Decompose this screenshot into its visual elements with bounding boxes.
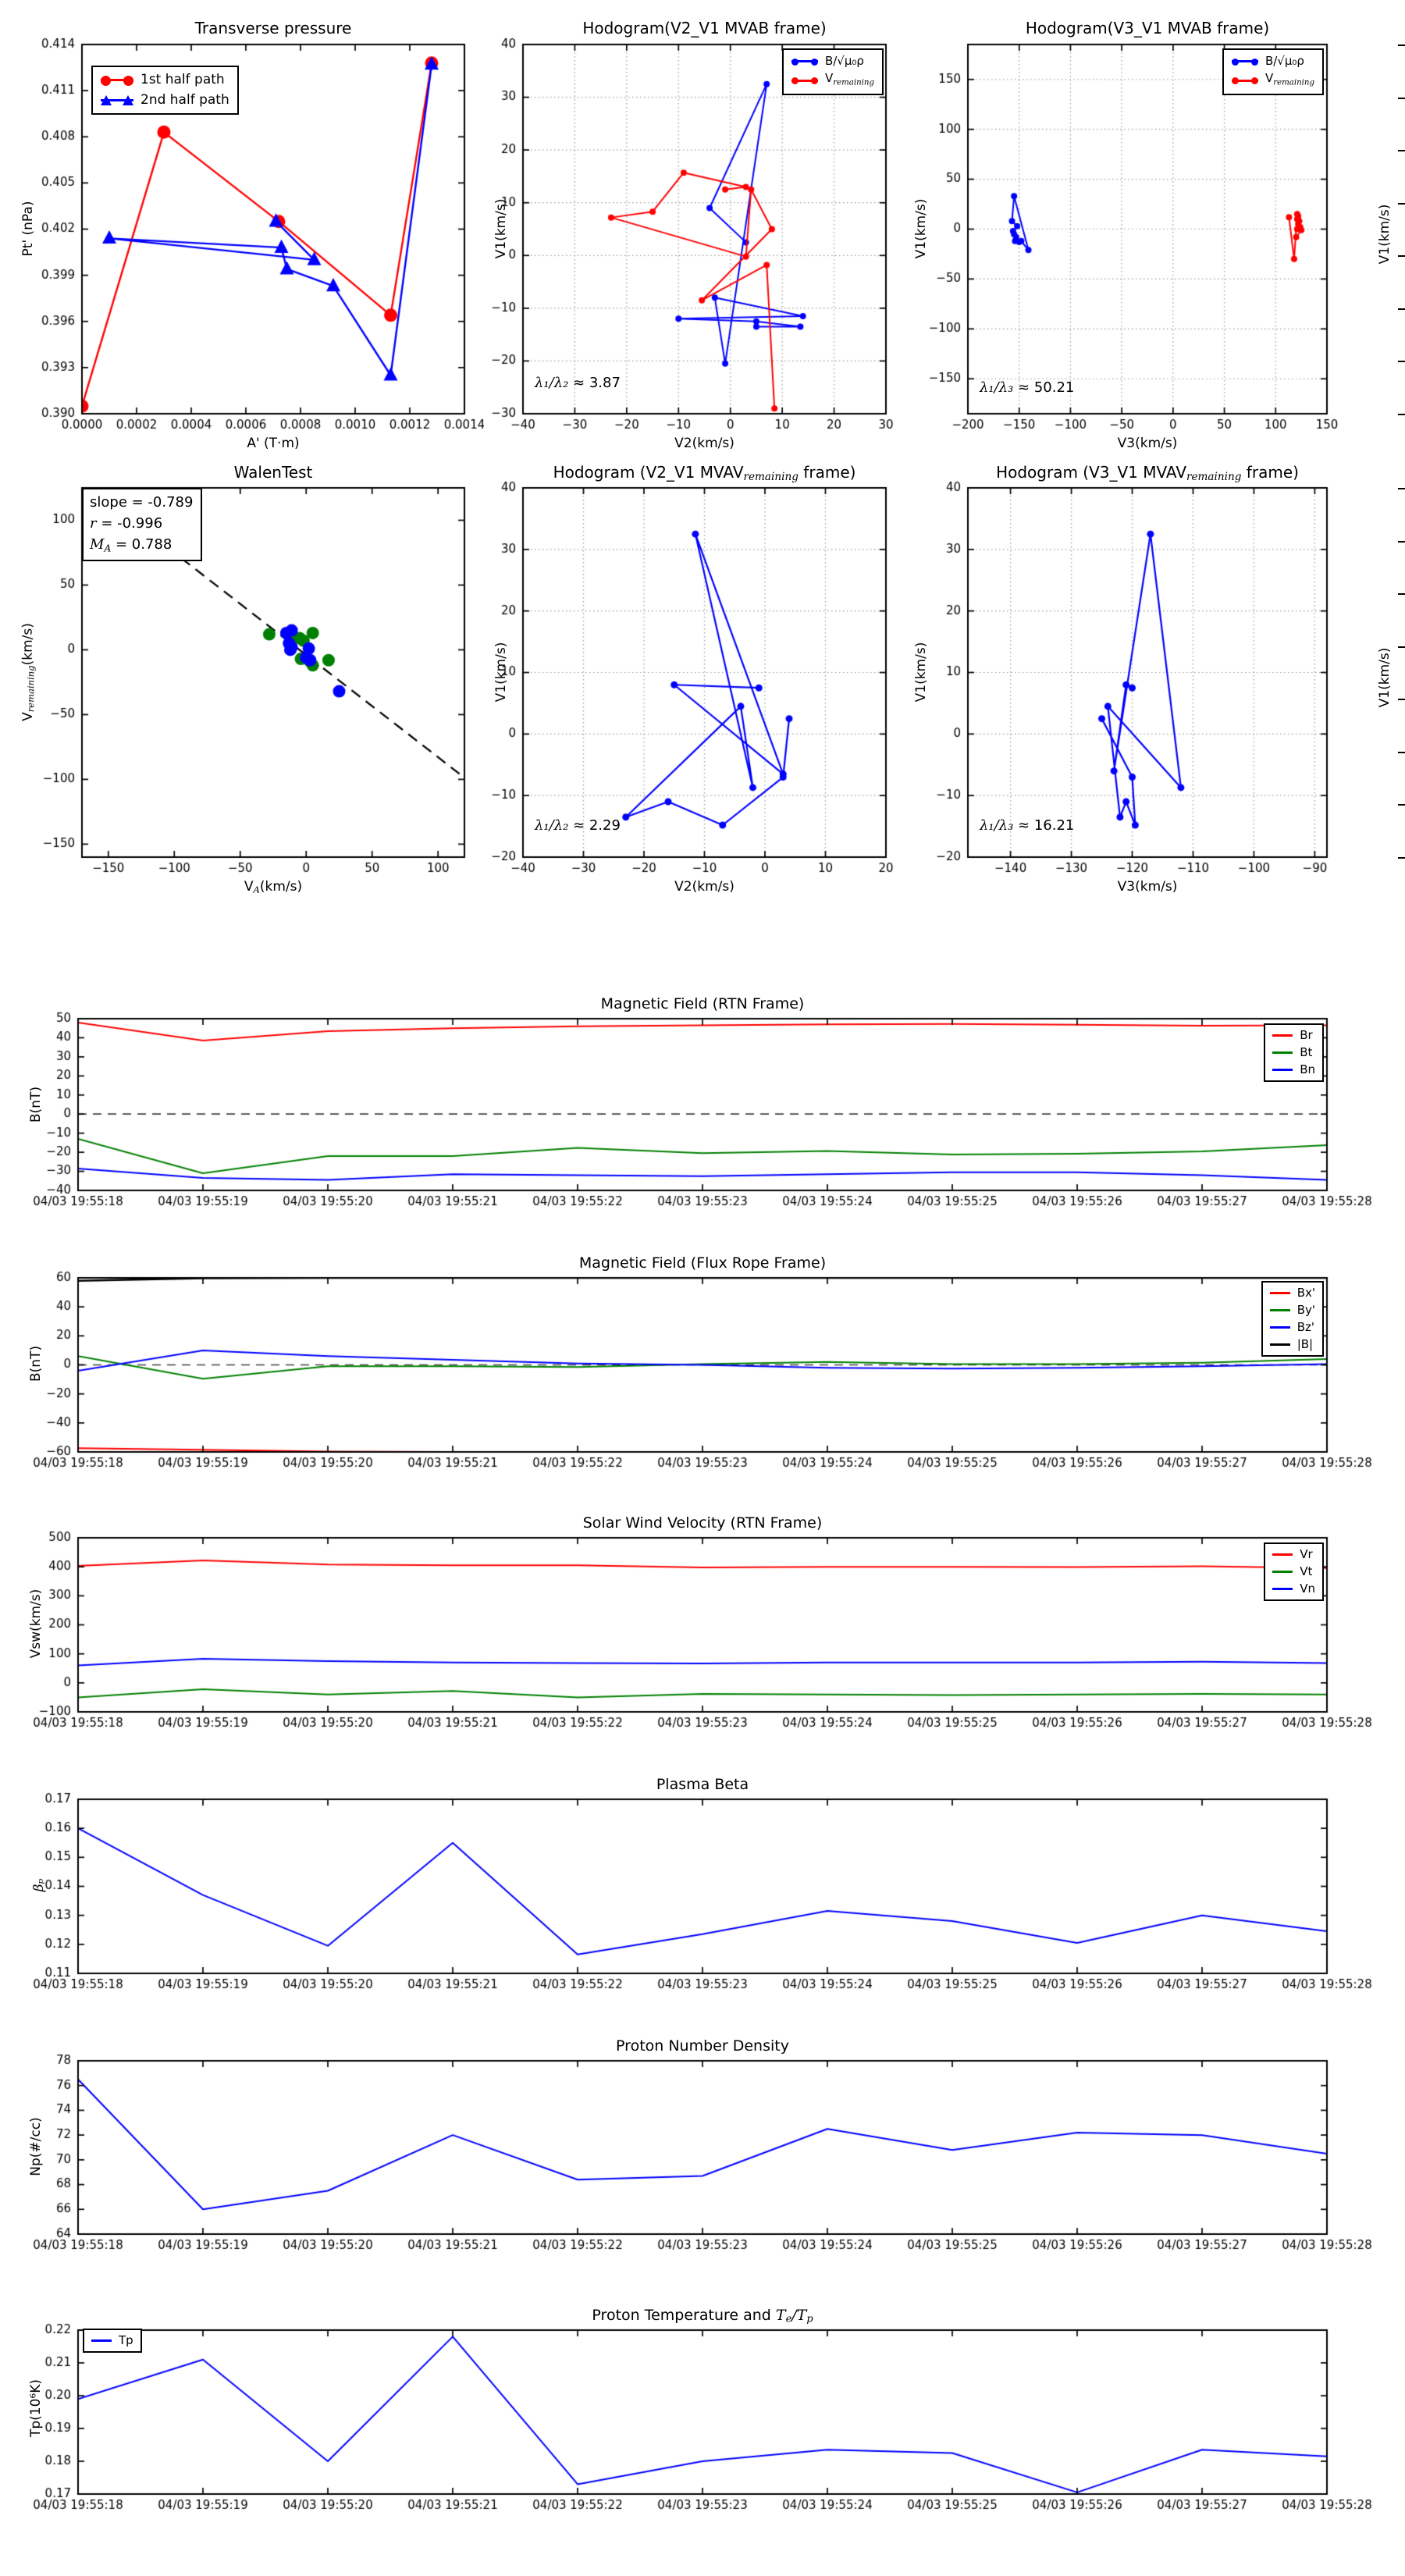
plot-title: Proton Temperature and Te/Tp [592, 2307, 813, 2325]
legend-label: Br [1300, 1028, 1313, 1042]
legend-row [791, 71, 874, 90]
plot-canvas [905, 457, 1374, 909]
line-icon [1270, 1304, 1290, 1316]
x-axis-label [82, 436, 464, 451]
legend-label: $V_{remaining}$ [1264, 71, 1314, 87]
plot-canvas [16, 8, 484, 457]
proton-temperature-panel [16, 2299, 1389, 2533]
xlabel-text: V2(km/s) [674, 436, 735, 451]
title-text: Magnetic Field (Flux Rope Frame) [578, 1254, 827, 1272]
lambda-annotation: λ₁/λ₂ ≈ 3.87 [535, 375, 621, 391]
magnetic-field-flux-rope-panel [16, 1247, 1389, 1481]
xlabel-text: V3(km/s) [1117, 879, 1178, 895]
lambda-annotation: λ₁/λ₂ ≈ 2.29 [535, 817, 621, 834]
cropped-tick-mark [1398, 203, 1405, 205]
ylabel-text: V1(km/s) [913, 642, 929, 703]
plot-title [82, 19, 464, 37]
plot-title [78, 1254, 1327, 1272]
legend-row [791, 54, 874, 69]
legend-label: B/√μ₀ρ [1264, 54, 1304, 68]
cropped-tick-mark [1398, 699, 1405, 700]
plot-canvas [16, 2299, 1389, 2533]
y-axis-label [28, 2117, 44, 2176]
legend-row [1270, 1286, 1315, 1300]
circle-line-icon [1232, 75, 1258, 87]
ylabel-text: V1(km/s) [493, 198, 509, 259]
hodogram-v3v1-mvab-plot [905, 8, 1374, 457]
ylabel-text: B(nT) [28, 1345, 44, 1382]
cropped-tick-mark [1398, 541, 1405, 543]
x-axis-label: VA(km/s) [244, 879, 303, 895]
ma-value: MA = 0.788 [90, 536, 173, 554]
plot-canvas [16, 1768, 1389, 2002]
cropped-y-axis-label: V1(km/s) [1377, 647, 1393, 708]
triangle-line-icon [101, 94, 133, 106]
plot-canvas [16, 2030, 1389, 2264]
ylabel-text: B(nT) [28, 1086, 44, 1123]
cropped-tick-mark [1398, 414, 1405, 415]
cropped-tick-mark [1398, 752, 1405, 753]
plot-title: Hodogram (V3_V1 MVAVremaining frame) [996, 463, 1299, 483]
ylabel-text: Vsw(km/s) [28, 1589, 44, 1659]
title-text: Plasma Beta [656, 1776, 749, 1793]
title-text: Transverse pressure [194, 19, 352, 37]
legend-label: B/√μ₀ρ [824, 54, 864, 68]
cropped-tick-mark [1398, 44, 1405, 46]
legend [782, 48, 884, 95]
legend-label: Bt [1300, 1045, 1313, 1059]
legend [1264, 1023, 1324, 1082]
legend-label: Vr [1300, 1547, 1313, 1561]
line-icon [1270, 1339, 1290, 1350]
cropped-tick-mark [1398, 361, 1405, 362]
ylabel-text: V1(km/s) [913, 198, 929, 259]
legend-label: Bx' [1297, 1286, 1315, 1300]
legend-row [1272, 1062, 1315, 1077]
line-icon [1272, 1583, 1293, 1595]
legend-label: 2nd half path [140, 92, 229, 108]
magnetic-field-rtn-panel [16, 987, 1389, 1222]
xlabel-text: A' (T·m) [247, 436, 300, 451]
legend-label: Bz' [1297, 1320, 1314, 1334]
legend-row [1270, 1337, 1315, 1352]
legend-row [1232, 71, 1314, 90]
line-icon [91, 2335, 112, 2347]
cropped-tick-mark [1398, 593, 1405, 595]
title-text: Hodogram(V2_V1 MVAB frame) [582, 19, 827, 37]
x-axis-label [523, 436, 886, 451]
r-value: r = -0.996 [90, 515, 163, 532]
circle-line-icon [101, 74, 133, 86]
circle-line-icon [791, 55, 818, 67]
ylabel-text: Np(#/cc) [28, 2117, 44, 2176]
legend [83, 2329, 142, 2353]
title-text: Proton Number Density [616, 2037, 789, 2055]
legend-row [1270, 1303, 1315, 1318]
legend-row [101, 91, 229, 109]
legend-row [1272, 1045, 1315, 1060]
plot-title: Hodogram (V2_V1 MVAVremaining frame) [553, 463, 856, 483]
legend-label: By' [1297, 1303, 1315, 1317]
legend-row [101, 71, 229, 89]
x-axis-label [523, 879, 886, 895]
legend [91, 66, 239, 115]
plot-canvas [16, 1247, 1389, 1481]
legend-label: Vt [1300, 1564, 1313, 1578]
y-axis-label [31, 1879, 47, 1892]
plot-title [523, 19, 886, 37]
title-text: WalenTest [233, 463, 313, 482]
cropped-tick-mark [1398, 857, 1405, 859]
cropped-tick-mark [1398, 308, 1405, 310]
legend-label: $V_{remaining}$ [824, 71, 874, 87]
y-axis-label [913, 642, 929, 703]
circle-line-icon [1232, 55, 1258, 67]
plot-canvas [492, 457, 898, 909]
y-axis-label [28, 1346, 44, 1382]
y-axis-label [493, 199, 509, 259]
legend-label: Vn [1300, 1582, 1315, 1596]
legend-label: Tp [119, 2333, 133, 2347]
plot-title [78, 1514, 1327, 1532]
cropped-tick-mark [1398, 255, 1405, 257]
proton-number-density-panel [16, 2030, 1389, 2264]
lambda-annotation: λ₁/λ₃ ≈ 50.21 [980, 379, 1075, 396]
line-icon [1272, 1047, 1293, 1059]
circle-line-icon [791, 75, 818, 87]
transverse-pressure-plot [16, 8, 484, 457]
legend-row [91, 2333, 133, 2348]
line-icon [1270, 1287, 1290, 1299]
legend-row [1232, 54, 1314, 69]
y-axis-label [913, 199, 929, 259]
legend-row [1270, 1320, 1315, 1335]
hodogram-v2v1-mvav-plot [492, 457, 898, 909]
plot-title [78, 2037, 1327, 2055]
legend-row [1272, 1547, 1315, 1562]
hodogram-v2v1-mvab-plot [492, 8, 898, 457]
y-axis-label [20, 201, 36, 257]
y-axis-label [28, 2379, 44, 2437]
hodogram-v3v1-mvav-plot [905, 457, 1374, 909]
xlabel-text: V2(km/s) [674, 879, 735, 895]
ylabel-text: V1(km/s) [493, 642, 509, 703]
ylabel-text: Pt' (nPa) [20, 201, 36, 257]
cropped-tick-mark [1398, 488, 1405, 489]
y-axis-label: Vremaining(km/s) [20, 623, 37, 721]
ylabel-text: βₚ [31, 1878, 47, 1892]
lambda-annotation: λ₁/λ₃ ≈ 16.21 [980, 817, 1075, 834]
y-axis-label [493, 642, 509, 703]
plot-canvas [16, 987, 1389, 1222]
legend [1222, 48, 1324, 95]
plot-title [78, 1776, 1327, 1793]
line-icon [1272, 1064, 1293, 1076]
title-text: Solar Wind Velocity (RTN Frame) [582, 1514, 823, 1532]
legend-label: Bn [1300, 1062, 1315, 1076]
cropped-tick-mark [1398, 646, 1405, 648]
slope-value: slope = -0.789 [90, 494, 194, 511]
plasma-beta-panel [16, 1768, 1389, 2002]
legend-row [1272, 1582, 1315, 1596]
legend [1261, 1281, 1324, 1357]
line-icon [1270, 1322, 1290, 1333]
plot-canvas [16, 1507, 1389, 1741]
cropped-tick-mark [1398, 150, 1405, 151]
title-text: Magnetic Field (RTN Frame) [600, 995, 805, 1012]
legend-row [1272, 1564, 1315, 1579]
y-axis-label [28, 1589, 44, 1659]
solar-wind-velocity-panel [16, 1507, 1389, 1741]
plot-title [82, 463, 464, 482]
line-icon [1272, 1030, 1293, 1041]
walen-test-plot [16, 457, 484, 909]
cropped-tick-mark [1398, 98, 1405, 99]
plot-title [968, 19, 1327, 37]
legend-label: 1st half path [140, 72, 225, 87]
title-text: Hodogram(V3_V1 MVAB frame) [1025, 19, 1270, 37]
walen-stats-box [82, 488, 202, 561]
cropped-y-axis-label: V1(km/s) [1377, 204, 1393, 265]
x-axis-label [968, 879, 1327, 895]
y-axis-label [28, 1087, 44, 1123]
xlabel-text: V3(km/s) [1117, 436, 1178, 451]
line-icon [1272, 1566, 1293, 1578]
legend-row [1272, 1028, 1315, 1043]
plot-title [78, 995, 1327, 1012]
ylabel-text: Tp(10⁶K) [28, 2379, 44, 2438]
cropped-tick-mark [1398, 804, 1405, 806]
line-icon [1272, 1549, 1293, 1560]
legend-label: |B| [1297, 1337, 1314, 1351]
legend [1264, 1542, 1324, 1601]
x-axis-label [968, 436, 1327, 451]
